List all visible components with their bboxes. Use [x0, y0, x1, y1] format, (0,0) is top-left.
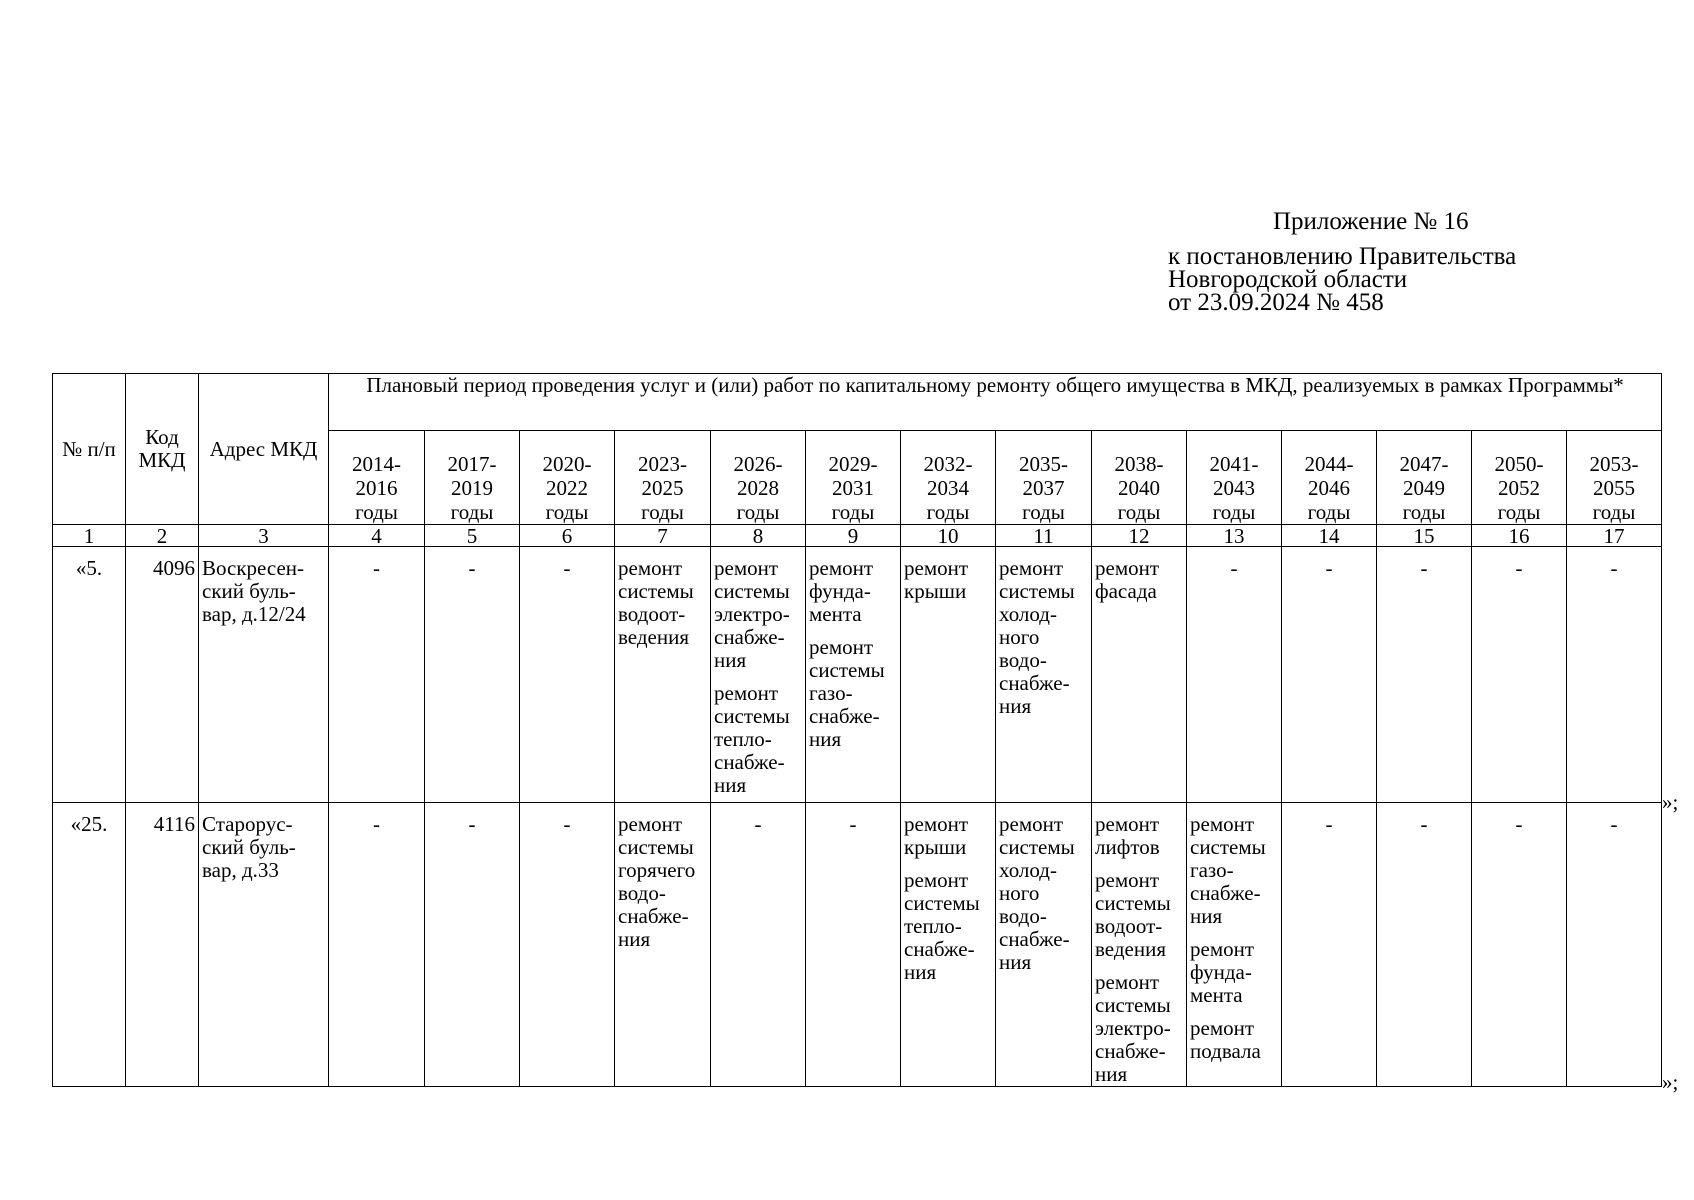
empty-dash: -	[1420, 556, 1428, 580]
empty-dash: -	[1325, 556, 1333, 580]
year-header: 2038- 2040 годы	[1092, 431, 1187, 525]
empty-dash: -	[468, 812, 476, 836]
header-no: № п/п	[53, 374, 126, 525]
work-item: ремонт системы холод-ного водо-снабже-ния	[999, 812, 1075, 974]
empty-dash: -	[1325, 812, 1333, 836]
year-header: 2047- 2049 годы	[1377, 431, 1472, 525]
column-number: 6	[520, 525, 615, 547]
empty-dash: -	[754, 812, 762, 836]
empty-dash: -	[849, 812, 857, 836]
work-cell	[1282, 803, 1377, 1087]
house-address: Воскресен-ский буль-вар, д.12/24	[199, 547, 329, 803]
empty-dash: -	[1515, 556, 1523, 580]
empty-dash: -	[1610, 812, 1618, 836]
year-header: 2032- 2034 годы	[901, 431, 996, 525]
empty-dash: -	[1610, 556, 1618, 580]
work-cell	[1377, 547, 1472, 803]
work-item: ремонт системы тепло-снабже-ния	[714, 681, 790, 797]
empty-dash: -	[563, 812, 571, 836]
work-item: ремонт системы газо-снабже-ния	[809, 635, 885, 751]
year-header: 2026- 2028 годы	[711, 431, 806, 525]
empty-dash: -	[563, 556, 571, 580]
header-period: Плановый период проведения услуг и (или) работ по капитальному ремонту общего имущества в МКД, реализуемых в рамках Программы*	[329, 374, 1662, 431]
work-item: ремонт системы газо-снабже-ния	[1190, 812, 1266, 928]
work-item: ремонт фунда-мента	[1190, 937, 1255, 1007]
column-number: 14	[1282, 525, 1377, 547]
table-row	[53, 547, 1662, 803]
work-cell	[996, 547, 1092, 803]
year-header: 2041- 2043 годы	[1187, 431, 1282, 525]
work-cell	[520, 803, 615, 1087]
work-item: ремонт фасада	[1095, 556, 1160, 603]
work-cell	[901, 547, 996, 803]
work-item: ремонт системы водоот-ведения	[618, 556, 694, 649]
year-header: 2023- 2025 годы	[615, 431, 711, 525]
work-cell	[1567, 803, 1662, 1087]
work-item: ремонт лифтов	[1095, 812, 1160, 859]
column-number: 10	[901, 525, 996, 547]
appendix-line-2: Новгородской области	[1168, 266, 1408, 293]
year-header: 2017- 2019 годы	[425, 431, 520, 525]
column-number: 16	[1472, 525, 1567, 547]
work-cell	[1472, 547, 1567, 803]
work-item: ремонт фунда-мента	[809, 556, 874, 626]
empty-dash: -	[1420, 812, 1428, 836]
closing-quote: »;	[1662, 790, 1679, 814]
header-code: Код МКД	[126, 374, 199, 525]
column-number: 13	[1187, 525, 1282, 547]
year-header: 2014- 2016 годы	[329, 431, 425, 525]
work-cell	[1472, 803, 1567, 1087]
work-item: ремонт крыши	[904, 812, 969, 859]
column-number: 7	[615, 525, 711, 547]
work-cell	[425, 803, 520, 1087]
work-cell	[1567, 547, 1662, 803]
column-number: 12	[1092, 525, 1187, 547]
year-header: 2044- 2046 годы	[1282, 431, 1377, 525]
column-number: 11	[996, 525, 1092, 547]
year-header: 2053- 2055 годы	[1567, 431, 1662, 525]
work-cell	[1377, 803, 1472, 1087]
work-cell	[1092, 547, 1187, 803]
work-item: ремонт крыши	[904, 556, 969, 603]
work-item: ремонт системы тепло-снабже-ния	[904, 868, 980, 984]
work-item: ремонт подвала	[1190, 1016, 1261, 1063]
house-code: 4096	[126, 547, 199, 803]
work-cell	[425, 547, 520, 803]
column-number: 3	[199, 525, 329, 547]
empty-dash: -	[1515, 812, 1523, 836]
empty-dash: -	[468, 556, 476, 580]
year-header: 2050- 2052 годы	[1472, 431, 1567, 525]
year-header: 2020- 2022 годы	[520, 431, 615, 525]
column-number: 17	[1567, 525, 1662, 547]
row-number: «25.	[53, 803, 126, 1087]
appendix-line-1: к постановлению Правительства	[1168, 243, 1517, 270]
column-number: 9	[806, 525, 901, 547]
house-code: 4116	[126, 803, 199, 1087]
empty-dash: -	[1230, 556, 1238, 580]
column-number: 5	[425, 525, 520, 547]
work-item: ремонт системы электро-снабже-ния	[714, 556, 790, 672]
work-cell	[806, 547, 901, 803]
column-number: 2	[126, 525, 199, 547]
empty-dash: -	[373, 812, 380, 836]
work-cell	[806, 803, 901, 1087]
work-cell	[1187, 803, 1282, 1087]
appendix-block	[1168, 210, 1628, 314]
work-item: ремонт системы электро-снабже-ния	[1095, 970, 1171, 1086]
row-number: «5.	[53, 547, 126, 803]
work-item: ремонт системы холод-ного водо-снабже-ния	[999, 556, 1075, 718]
header-address: Адрес МКД	[199, 374, 329, 525]
column-number: 15	[1377, 525, 1472, 547]
work-cell	[1282, 547, 1377, 803]
work-cell	[520, 547, 615, 803]
work-cell	[711, 547, 806, 803]
column-number: 1	[53, 525, 126, 547]
column-number: 4	[329, 525, 425, 547]
column-number: 8	[711, 525, 806, 547]
work-item: ремонт системы горячего водо-снабже-ния	[618, 812, 696, 951]
work-cell	[329, 803, 425, 1087]
work-cell	[1092, 803, 1187, 1087]
table-row	[53, 803, 1662, 1087]
work-cell	[615, 803, 711, 1087]
table-body	[53, 547, 1662, 1087]
work-cell	[615, 547, 711, 803]
work-cell	[711, 803, 806, 1087]
repair-schedule-table	[52, 373, 1662, 1087]
work-item: ремонт системы водоот-ведения	[1095, 868, 1171, 961]
column-numbers-row	[53, 525, 1662, 547]
work-cell	[996, 803, 1092, 1087]
work-cell	[329, 547, 425, 803]
appendix-number: Приложение № 16	[1273, 208, 1469, 235]
work-cell	[1187, 547, 1282, 803]
appendix-line-3: от 23.09.2024 № 458	[1168, 289, 1384, 316]
year-header: 2029- 2031 годы	[806, 431, 901, 525]
closing-quote: »;	[1662, 1070, 1679, 1094]
year-header: 2035- 2037 годы	[996, 431, 1092, 525]
work-cell	[901, 803, 996, 1087]
empty-dash: -	[373, 556, 380, 580]
house-address: Старорус-ский буль-вар, д.33	[199, 803, 329, 1087]
